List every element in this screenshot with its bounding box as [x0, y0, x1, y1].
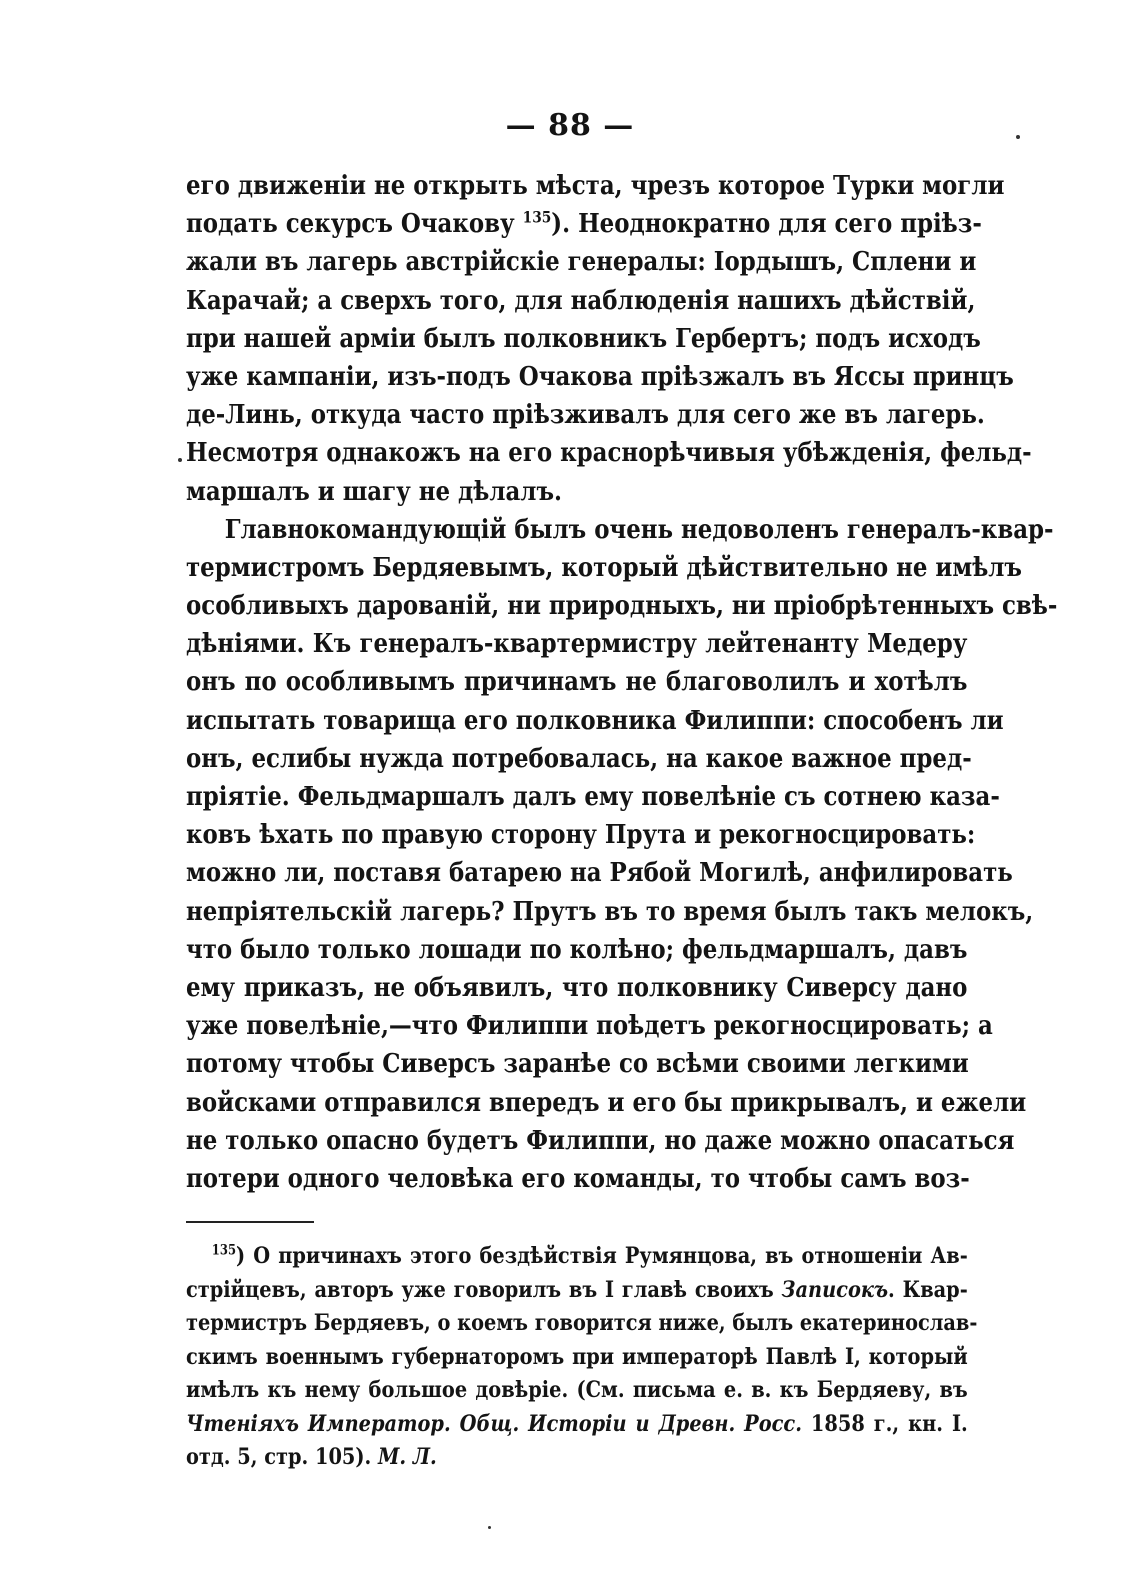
text-line: войсками отправился впередъ и его бы прикрывалъ, и ежели — [186, 1087, 1027, 1118]
text-line: термистромъ Бердяевымъ, который дѣйствительно не имѣлъ — [186, 552, 1022, 583]
text-line: Несмотря однакожъ на его краснорѣчивыя убѣжденія, фельд- — [186, 438, 1032, 469]
text-line: жали въ лагерь австрійскіе генералы: Іордышъ, Сплени и — [186, 247, 977, 278]
main-text — [186, 167, 1058, 1198]
text-line: можно ли, поставя батарею на Рябой Могилѣ, анфилировать — [186, 858, 1013, 889]
text-fragment: ). Неоднократно для сего пріѣз- — [551, 209, 982, 240]
text-line: испытать товарища его полковника Филиппи: способенъ ли — [186, 705, 1004, 736]
footnote-line: термистръ Бердяевъ, о коемъ говорится ниже, былъ екатеринослав- — [186, 1310, 978, 1336]
footnote-fragment: ) О причинахъ этого бездѣйствія Румянцова, въ отношеніи Ав- — [236, 1243, 968, 1269]
text-line: де-Линь, откуда часто пріѣзживалъ для сего же въ лагерь. — [186, 400, 985, 431]
text-line: онъ, еслибы нужда потребовалась, на какое важное пред- — [186, 743, 972, 774]
text-line: не только опасно будетъ Филиппи, но даже можно опасаться — [186, 1125, 1015, 1156]
footnote-reference: 135 — [522, 207, 552, 227]
text-line: непріятельскій лагерь? Прутъ въ то время былъ такъ мелокъ, — [186, 896, 1034, 927]
footnote-fragment: . Квар- — [888, 1276, 968, 1303]
text-line: Карачай; а сверхъ того, для наблюденія нашихъ дѣйствій, — [186, 285, 976, 316]
footnote-line — [186, 1441, 968, 1475]
page-number: — 88 — — [505, 108, 635, 143]
scan-speck — [488, 1526, 491, 1529]
text-line: пріятіе. Фельдмаршалъ далъ ему повелѣніе съ сотнею каза- — [186, 782, 1000, 812]
text-line: маршалъ и шагу не дѣлалъ. — [186, 476, 562, 507]
footnote-line: имѣлъ къ нему большое довѣріе. (См. письма е. в. къ Бердяеву, въ — [186, 1377, 968, 1403]
scan-speck — [178, 458, 182, 462]
text-line: уже повелѣніе,—что Филиппи поѣдетъ рекогносцировать; а — [186, 1011, 993, 1042]
text-line: уже кампаніи, изъ-подъ Очакова пріѣзжалъ въ Яссы принцъ — [186, 361, 1014, 392]
text-line: его движеніи не открыть мѣста, чрезъ которое Турки могли — [186, 171, 1005, 201]
text-line: при нашей арміи былъ полковникъ Гербертъ; подъ исходъ — [186, 323, 981, 354]
footnote-line: скимъ военнымъ губернаторомъ при императорѣ Павлѣ I, который — [186, 1343, 968, 1370]
footnote-italic: М. Л. — [378, 1444, 437, 1470]
footnote-divider — [186, 1221, 314, 1223]
text-line: ему приказъ, не объявилъ, что полковнику Сиверсу дано — [186, 972, 968, 1003]
text-line — [186, 205, 982, 243]
text-line: дѣніями. Къ генералъ-квартермистру лейтенанту Медеру — [186, 629, 968, 660]
footnote-italic: Чтеніяхъ Император. Общ. Исторіи и Древн. Росс. — [186, 1410, 802, 1437]
footnote-line — [186, 1240, 968, 1274]
text-line: потери одного человѣка его команды, то чтобы самъ воз- — [186, 1163, 970, 1194]
text-line: онъ по особливымъ причинамъ не благоволилъ и хотѣлъ — [186, 667, 968, 698]
footnote-fragment: отд. 5, стр. 105). — [186, 1444, 379, 1470]
text-fragment: подать секурсъ Очакову — [186, 209, 523, 240]
footnote-italic: Записокъ — [781, 1276, 889, 1303]
footnote-line — [186, 1408, 968, 1442]
text-line: ковъ ѣхать по правую сторону Прута и рекогносцировать: — [186, 820, 976, 851]
footnote-marker: 135 — [211, 1242, 237, 1259]
text-line: что было только лошади по колѣно; фельдмаршалъ, давъ — [186, 934, 968, 965]
footnote-fragment: стрійцевъ, авторъ уже говорилъ въ І главѣ своихъ — [186, 1276, 782, 1303]
footnote-line — [186, 1274, 968, 1308]
footnote — [186, 1240, 978, 1475]
text-line: Главнокомандующій былъ очень недоволенъ генералъ-квар- — [224, 514, 1054, 545]
text-line: особливыхъ дарованій, ни природныхъ, ни пріобрѣтенныхъ свѣ- — [186, 591, 1058, 622]
text-line: потому чтобы Сиверсъ заранѣе со всѣми своими легкими — [186, 1049, 969, 1080]
scan-speck — [1016, 135, 1020, 139]
footnote-fragment: 1858 г., кн. I. — [801, 1410, 968, 1437]
